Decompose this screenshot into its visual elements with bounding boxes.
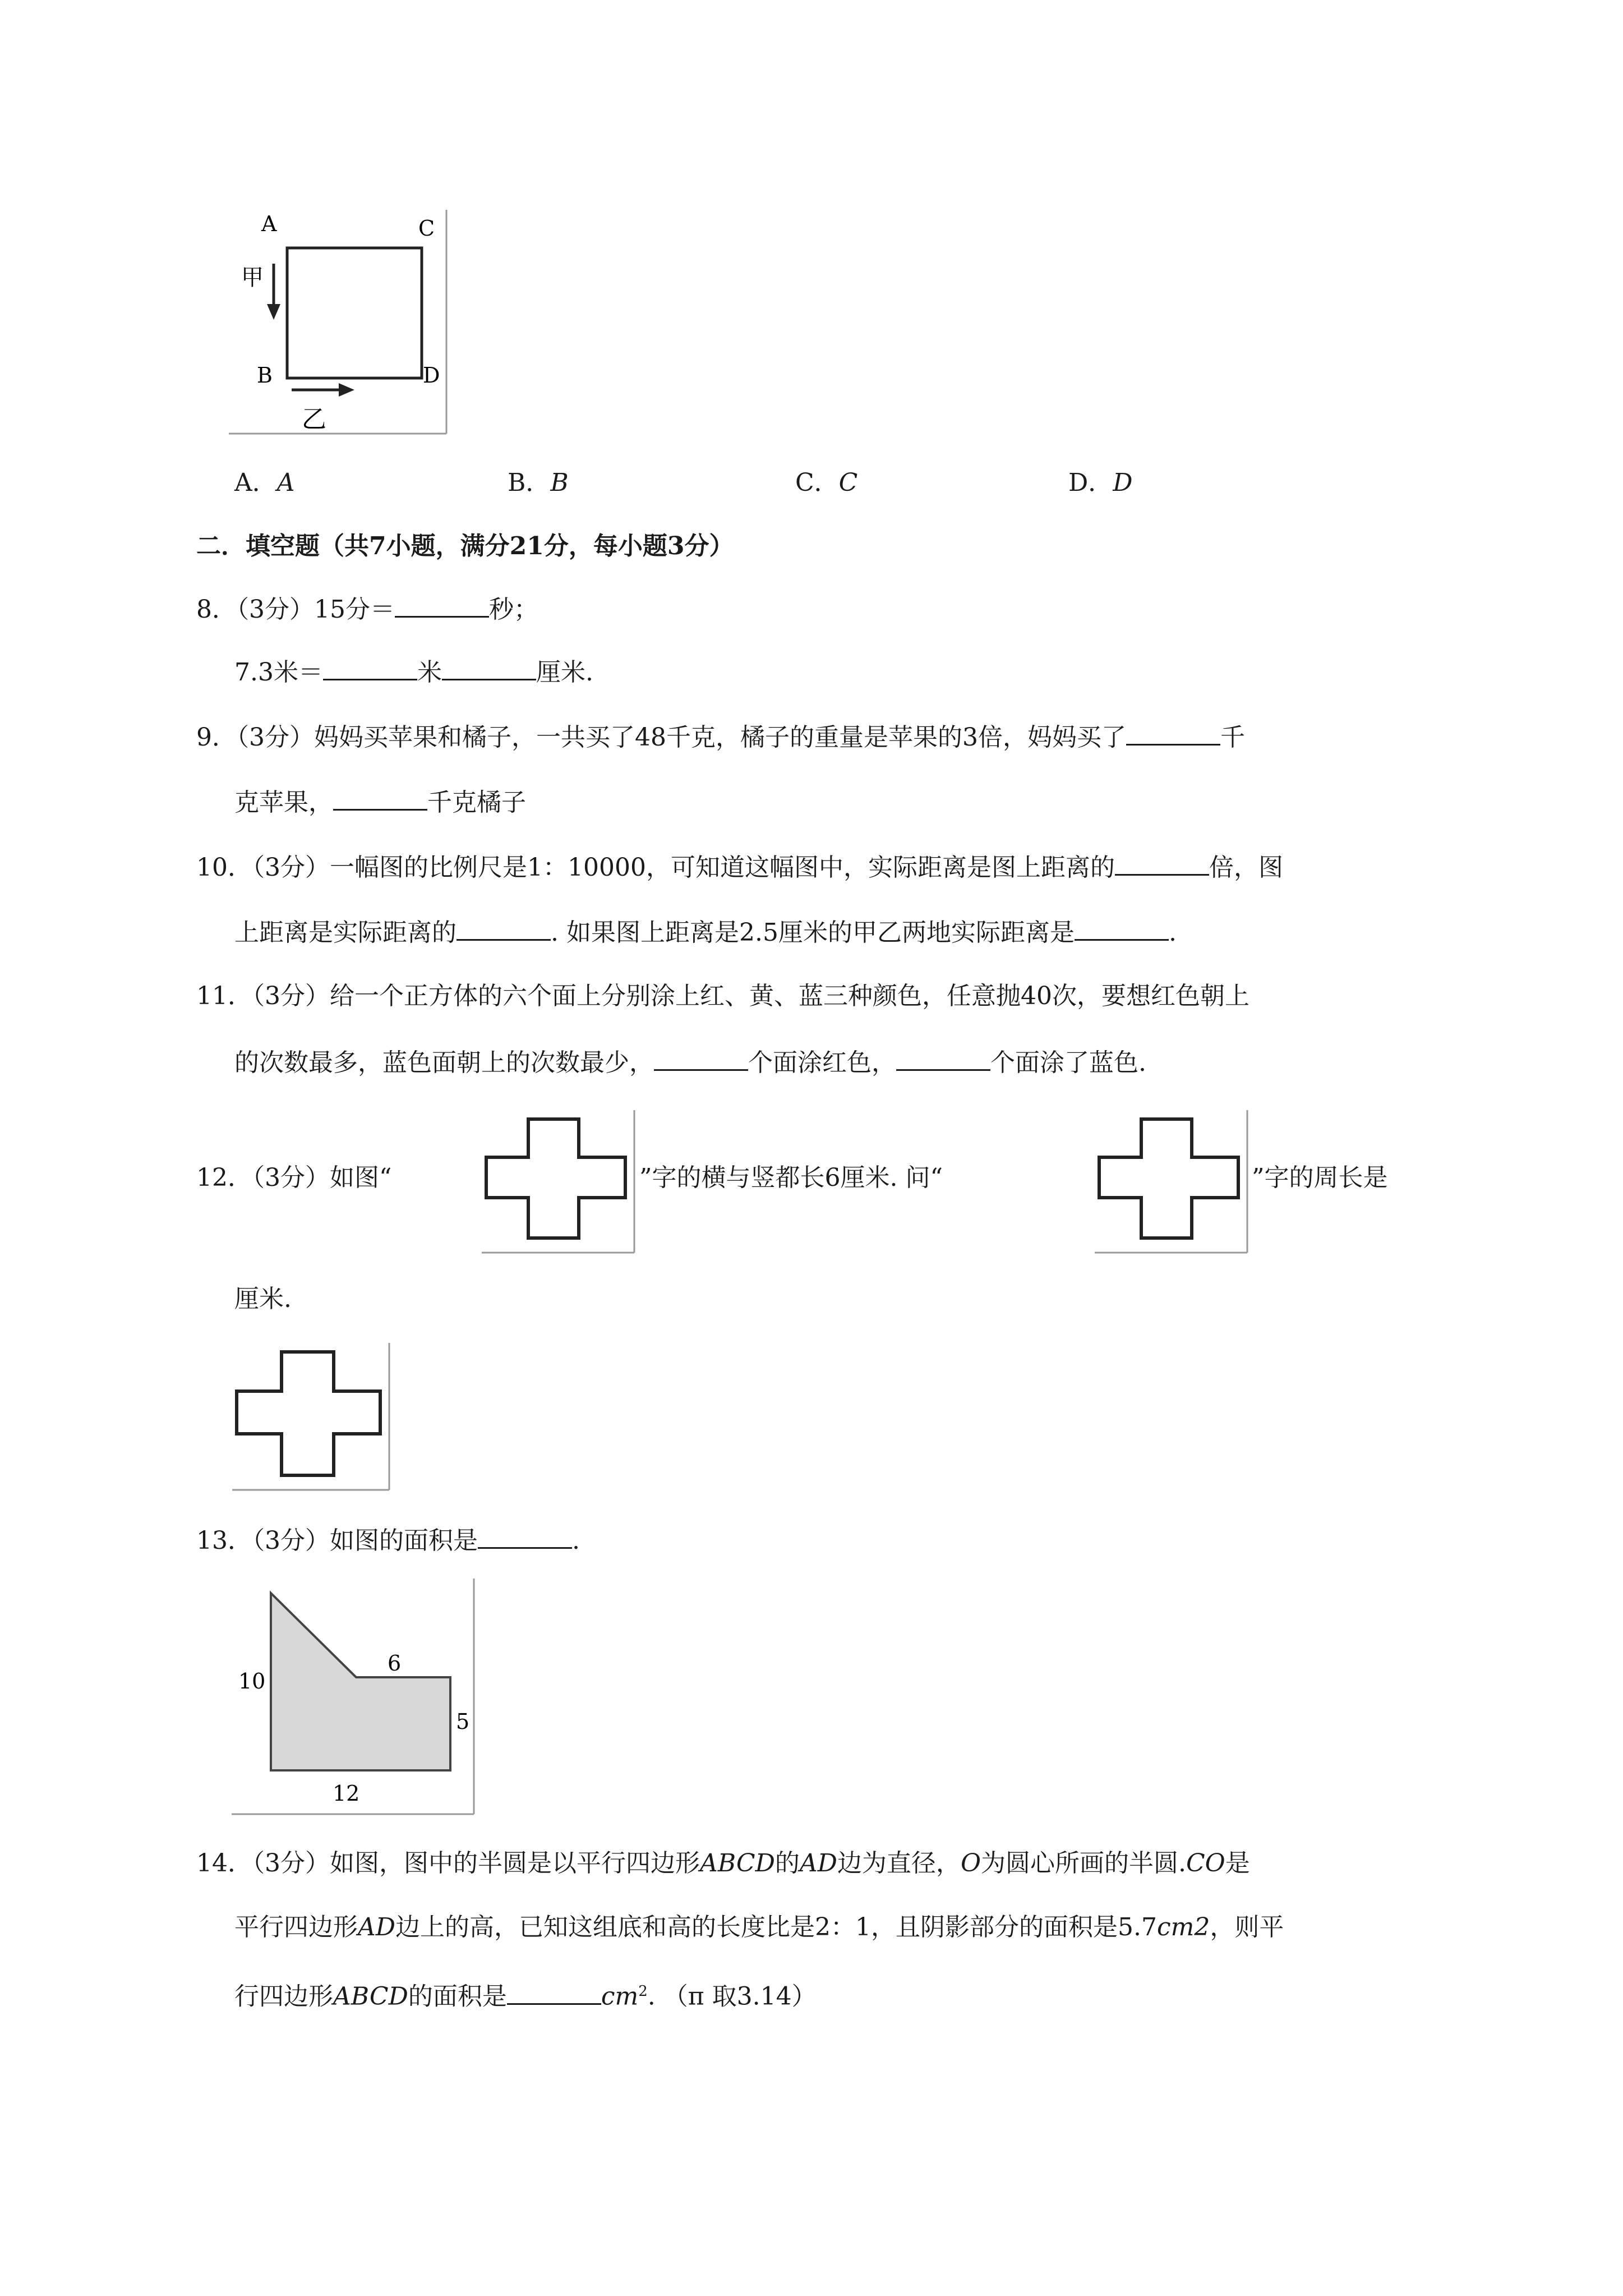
question-10-line1: 10．（3分）一幅图的比例尺是1：10000，可知道这幅图中，实际距离是图上距离的 倍，图 — [196, 849, 1283, 885]
question-9-line1: 9．（3分）妈妈买苹果和橘子，一共买了48千克，橘子的重量是苹果的3倍，妈妈买了 千 — [196, 719, 1245, 754]
question-12-line1-start: 12．（3分）如图“ — [196, 1163, 392, 1192]
question-8-line2: 7.3米＝ 米 厘米. — [234, 654, 593, 689]
answer-blank[interactable] — [457, 914, 551, 941]
option-c[interactable]: C．C — [795, 468, 858, 497]
question-12-line1-end: ”字的周长是 — [1252, 1163, 1388, 1192]
answer-blank[interactable] — [896, 1045, 990, 1071]
answer-blank[interactable] — [442, 654, 536, 680]
polygon-area-figure — [227, 1576, 479, 1818]
answer-blank[interactable] — [395, 591, 489, 618]
answer-blank[interactable] — [654, 1045, 748, 1071]
label-right: 5 — [456, 1709, 470, 1734]
cross-shape-inline-1 — [479, 1108, 638, 1255]
answer-blank[interactable] — [1075, 914, 1169, 941]
label-b: B — [257, 363, 273, 388]
question-12-line2: 厘米. — [234, 1285, 292, 1313]
down-arrow-icon — [267, 304, 280, 320]
section-heading: 二．填空题（共7小题，满分21分，每小题3分） — [196, 532, 734, 560]
option-b[interactable]: B．B — [508, 468, 569, 497]
right-arrow-icon — [339, 383, 354, 397]
answer-blank[interactable] — [478, 1522, 572, 1549]
question-14-line1: 14．（3分）如图，图中的半圆是以平行四边形ABCD的AD边为直径，O为圆心所画的半圆.CO是 — [196, 1849, 1250, 1878]
cross-shape-figure — [230, 1341, 393, 1492]
label-top: 6 — [388, 1651, 402, 1676]
question-9-line2: 克苹果， 千克橘子 — [234, 784, 526, 820]
answer-blank[interactable] — [323, 654, 417, 680]
cross-shape-inline-2 — [1092, 1108, 1251, 1255]
question-10-line2: 上距离是实际距离的 . 如果图上距离是2.5厘米的甲乙两地实际距离是 . — [234, 914, 1177, 950]
label-c: C — [418, 216, 435, 241]
answer-blank[interactable] — [1115, 849, 1209, 876]
question-8-line1: 8．（3分）15分＝ 秒； — [196, 591, 538, 627]
question-14-line3: 行四边形ABCD的面积是 $cm^2$. （π 取3.14） — [234, 1975, 817, 2014]
label-jia: 甲 — [241, 265, 264, 291]
option-a[interactable]: A．A — [234, 468, 295, 497]
label-d: D — [423, 363, 440, 388]
question-14-line2: 平行四边形AD边上的高，已知这组底和高的长度比是2：1，且阴影部分的面积是5.7cm2，则平 — [234, 1913, 1284, 1941]
question-12-line1-mid: ”字的横与竖都长6厘米. 问“ — [639, 1163, 943, 1192]
option-d[interactable]: D．D — [1068, 468, 1133, 497]
question-13: 13．（3分）如图的面积是 . — [196, 1522, 580, 1558]
square — [287, 248, 422, 378]
square-path-figure — [224, 208, 454, 438]
label-left: 10 — [238, 1669, 266, 1694]
label-bottom: 12 — [333, 1781, 360, 1806]
answer-blank[interactable] — [333, 784, 427, 811]
answer-blank[interactable] — [1126, 719, 1220, 746]
question-11-line2: 的次数最多，蓝色面朝上的次数最少， 个面涂红色， 个面涂了蓝色. — [234, 1045, 1146, 1080]
answer-blank[interactable] — [507, 1978, 601, 2005]
label-a: A — [261, 211, 277, 236]
shaded-polygon — [271, 1593, 450, 1770]
question-11-line1: 11．（3分）给一个正方体的六个面上分别涂上红、黄、蓝三种颜色，任意抛40次，要想红色朝上 — [196, 982, 1249, 1010]
label-yi: 乙 — [302, 405, 326, 434]
